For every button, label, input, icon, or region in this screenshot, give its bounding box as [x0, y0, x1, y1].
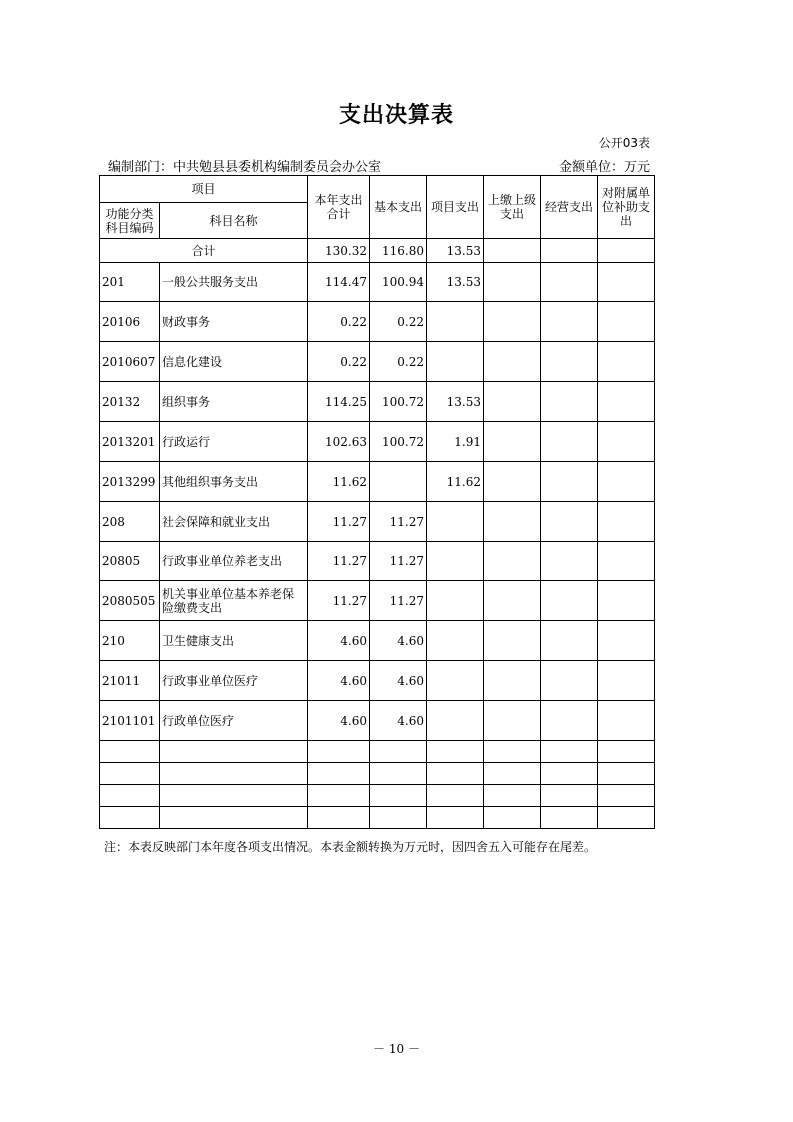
row-basic: 4.60 [370, 661, 427, 701]
header-upper: 上缴上级支出 [484, 176, 541, 239]
row-total: 11.62 [308, 462, 370, 502]
row-subsidy [598, 621, 655, 661]
row-operating [541, 542, 598, 581]
row-code: 20805 [100, 542, 160, 581]
empty-row [100, 741, 655, 763]
row-code: 20106 [100, 302, 160, 342]
row-code: 2010607 [100, 342, 160, 382]
total-label: 合计 [100, 239, 308, 263]
row-project [427, 542, 484, 581]
header-project: 项目 [100, 176, 308, 203]
row-subsidy [598, 542, 655, 581]
row-basic: 100.94 [370, 263, 427, 302]
row-basic: 11.27 [370, 581, 427, 621]
row-project: 11.62 [427, 462, 484, 502]
page-number: － 10 － [373, 1042, 420, 1056]
row-total: 11.27 [308, 581, 370, 621]
header-basic: 基本支出 [370, 176, 427, 239]
row-upper [484, 502, 541, 542]
row-basic: 0.22 [370, 342, 427, 382]
header-func-code: 功能分类科目编码 [100, 203, 160, 239]
row-project: 13.53 [427, 263, 484, 302]
table-row [100, 621, 655, 661]
row-basic: 4.60 [370, 701, 427, 741]
row-code: 201 [100, 263, 160, 302]
row-operating [541, 342, 598, 382]
total-amount: 130.32 [308, 239, 370, 263]
row-basic: 100.72 [370, 382, 427, 422]
row-project [427, 701, 484, 741]
row-code: 20132 [100, 382, 160, 422]
row-name: 组织事务 [160, 382, 308, 422]
table-row [100, 302, 655, 342]
row-basic [370, 462, 427, 502]
total-upper [484, 239, 541, 263]
row-upper [484, 621, 541, 661]
row-operating [541, 302, 598, 342]
row-upper [484, 342, 541, 382]
row-total: 102.63 [308, 422, 370, 462]
row-total: 11.27 [308, 542, 370, 581]
total-row [100, 239, 655, 263]
row-operating [541, 621, 598, 661]
row-code: 2013299 [100, 462, 160, 502]
row-operating [541, 382, 598, 422]
row-upper [484, 462, 541, 502]
row-code: 2013201 [100, 422, 160, 462]
row-operating [541, 701, 598, 741]
row-upper [484, 422, 541, 462]
total-subsidy [598, 239, 655, 263]
row-project [427, 621, 484, 661]
table-row [100, 342, 655, 382]
total-basic: 116.80 [370, 239, 427, 263]
row-name: 卫生健康支出 [160, 621, 308, 661]
row-project [427, 342, 484, 382]
row-name: 财政事务 [160, 302, 308, 342]
department-label: 编制部门：中共勉县县委机构编制委员会办公室 [108, 160, 382, 175]
row-subsidy [598, 302, 655, 342]
row-code: 2101101 [100, 701, 160, 741]
row-project: 1.91 [427, 422, 484, 462]
row-basic: 11.27 [370, 502, 427, 542]
row-basic: 4.60 [370, 621, 427, 661]
row-name: 行政事业单位医疗 [160, 661, 308, 701]
row-name: 机关事业单位基本养老保险缴费支出 [160, 581, 308, 621]
header-subject-name: 科目名称 [160, 203, 308, 239]
row-subsidy [598, 263, 655, 302]
total-operating [541, 239, 598, 263]
row-operating [541, 581, 598, 621]
table-row [100, 581, 655, 621]
expenditure-table [99, 175, 655, 829]
row-subsidy [598, 502, 655, 542]
row-total: 4.60 [308, 661, 370, 701]
header-total: 本年支出合计 [308, 176, 370, 239]
row-total: 114.47 [308, 263, 370, 302]
row-total: 0.22 [308, 342, 370, 382]
table-row [100, 701, 655, 741]
row-total: 11.27 [308, 502, 370, 542]
row-subsidy [598, 422, 655, 462]
row-code: 208 [100, 502, 160, 542]
unit-label: 金额单位：万元 [558, 160, 650, 175]
row-project [427, 581, 484, 621]
row-operating [541, 661, 598, 701]
header-subsidy: 对附属单位补助支出 [598, 176, 655, 239]
row-name: 行政事业单位养老支出 [160, 542, 308, 581]
row-upper [484, 701, 541, 741]
row-name: 其他组织事务支出 [160, 462, 308, 502]
empty-row [100, 785, 655, 807]
row-code: 2080505 [100, 581, 160, 621]
row-basic: 11.27 [370, 542, 427, 581]
row-upper [484, 302, 541, 342]
row-basic: 0.22 [370, 302, 427, 342]
table-number: 公开03表 [598, 136, 650, 150]
total-project: 13.53 [427, 239, 484, 263]
row-project: 13.53 [427, 382, 484, 422]
row-operating [541, 263, 598, 302]
row-operating [541, 422, 598, 462]
row-total: 0.22 [308, 302, 370, 342]
footnote: 注：本表反映部门本年度各项支出情况。本表金额转换为万元时，因四舍五入可能存在尾差。 [104, 840, 597, 854]
row-code: 21011 [100, 661, 160, 701]
row-name: 信息化建设 [160, 342, 308, 382]
empty-row [100, 807, 655, 829]
row-operating [541, 502, 598, 542]
table-row [100, 542, 655, 581]
row-project [427, 302, 484, 342]
page-title: 支出决算表 [338, 103, 454, 128]
table-row [100, 422, 655, 462]
row-project [427, 661, 484, 701]
row-subsidy [598, 661, 655, 701]
row-upper [484, 382, 541, 422]
row-name: 社会保障和就业支出 [160, 502, 308, 542]
row-project [427, 502, 484, 542]
header-project-expense: 项目支出 [427, 176, 484, 239]
row-total: 114.25 [308, 382, 370, 422]
table-row [100, 661, 655, 701]
row-name: 行政运行 [160, 422, 308, 462]
row-upper [484, 263, 541, 302]
row-subsidy [598, 462, 655, 502]
row-name: 行政单位医疗 [160, 701, 308, 741]
empty-row [100, 763, 655, 785]
row-code: 210 [100, 621, 160, 661]
table-row [100, 502, 655, 542]
row-operating [541, 462, 598, 502]
row-subsidy [598, 701, 655, 741]
table-row [100, 382, 655, 422]
row-subsidy [598, 581, 655, 621]
row-upper [484, 661, 541, 701]
row-total: 4.60 [308, 621, 370, 661]
row-subsidy [598, 342, 655, 382]
row-total: 4.60 [308, 701, 370, 741]
row-upper [484, 542, 541, 581]
row-subsidy [598, 382, 655, 422]
table-row [100, 462, 655, 502]
table-row [100, 263, 655, 302]
row-basic: 100.72 [370, 422, 427, 462]
row-upper [484, 581, 541, 621]
row-name: 一般公共服务支出 [160, 263, 308, 302]
header-operating: 经营支出 [541, 176, 598, 239]
